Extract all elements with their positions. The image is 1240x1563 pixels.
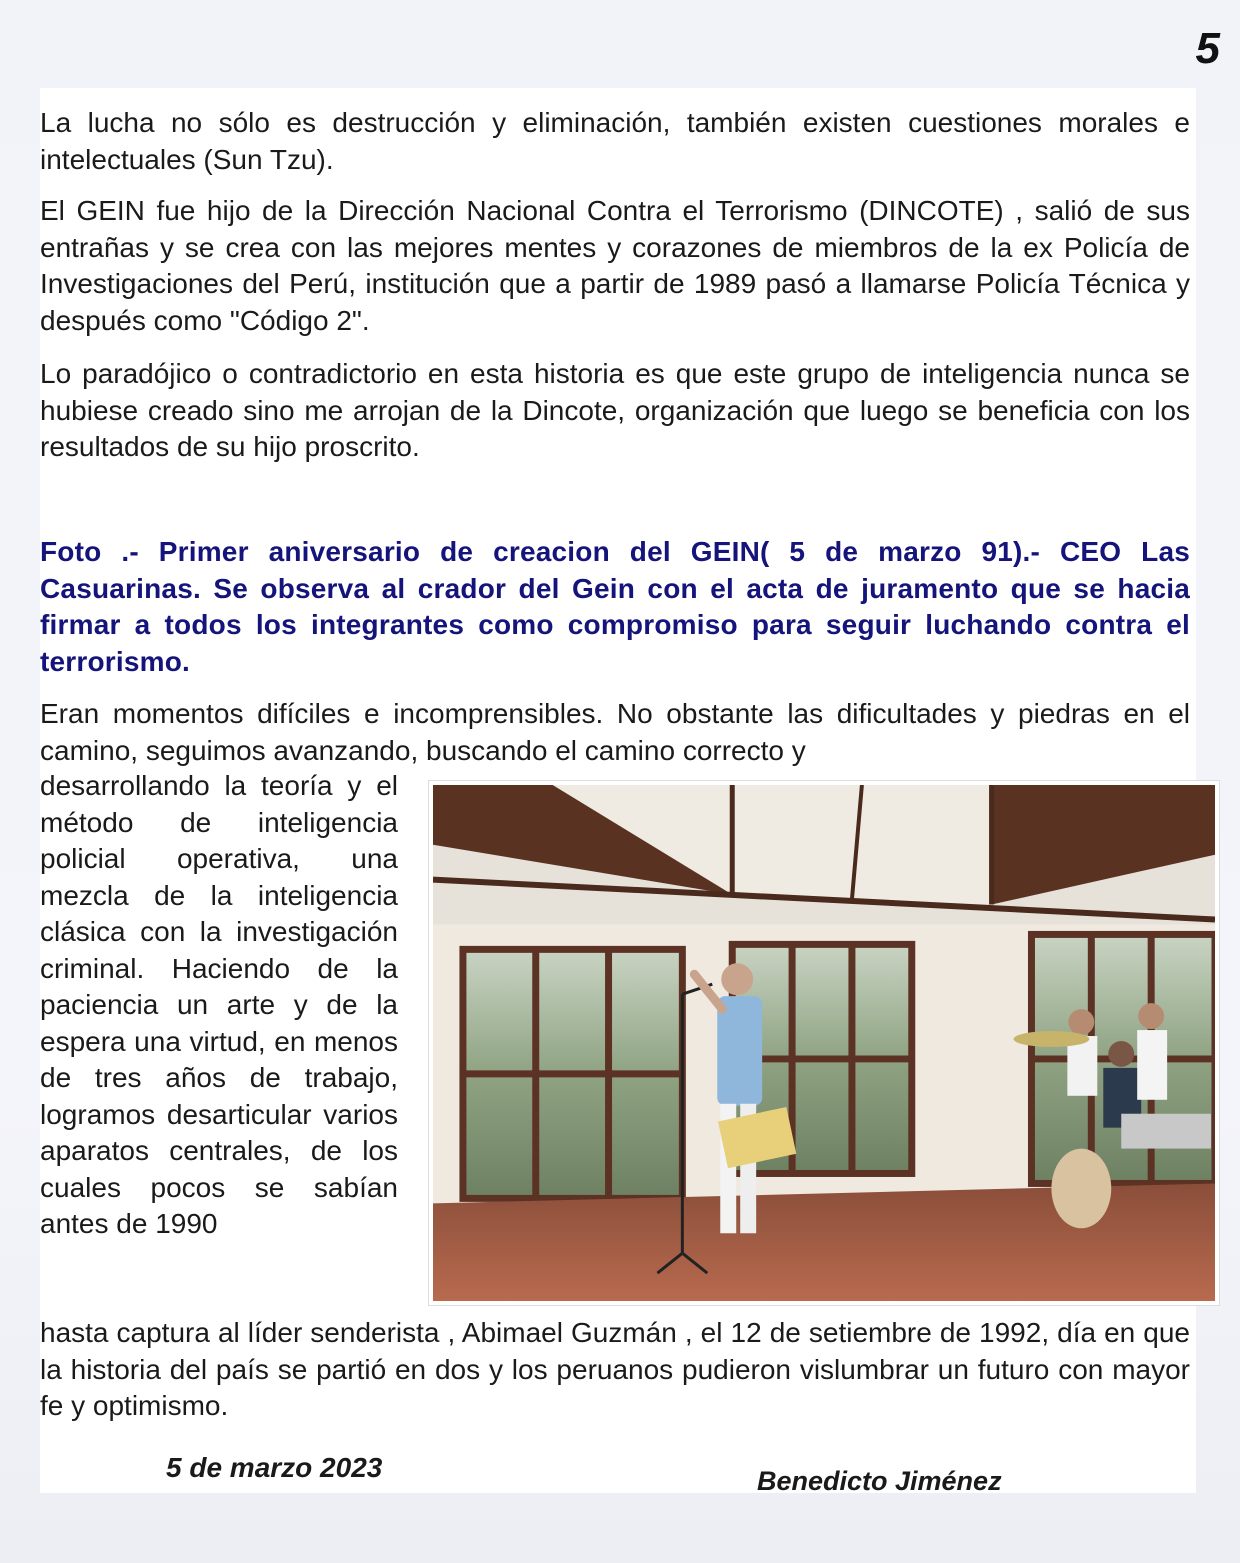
paragraph-sun-tzu: La lucha no sólo es destrucción y eliminación, también existen cuestiones morales e intelectuales (Sun Tzu). [40, 107, 1190, 175]
paragraph-difficult-moments: Eran momentos difíciles e incomprensibles. No obstante las dificultades y piedras en el camino, seguimos avanzando, buscando el camino correcto y [40, 698, 1190, 766]
paragraph-gein-origin: El GEIN fue hijo de la Dirección Nacional Contra el Terrorismo (DINCOTE) , salió de sus entrañas y se crea con las mejores mentes y corazones de miembros de la ex Policía de Investigaciones del Perú, institución que a partir de 1989 pasó a llamarse Policía Técnica y después como "Código 2". [40, 195, 1190, 336]
paragraph-capture: hasta captura al líder senderista , Abimael Guzmán , el 12 de setiembre de 1992, día en que la historia del país se partió en dos y los peruanos pudieron vislumbrar un futuro con mayor fe y optimismo. [40, 1317, 1190, 1421]
anniversary-photo-illustration [433, 785, 1215, 1301]
anniversary-photo [428, 780, 1220, 1306]
photo-caption: Foto .- Primer aniversario de creacion del GEIN( 5 de marzo 91).- CEO Las Casuarinas. Se observa al crador del Gein con el acta de juramento que se hacia firmar a todos los integrantes como compromiso para seguir luchando contra el terrorismo. [40, 536, 1190, 677]
paragraph-method-column: desarrollando la teoría y el método de inteligencia policial operativa, una mezcla de la inteligencia clásica con la investigación criminal. Haciendo de la paciencia un arte y de la espera una virtud, en menos de tres años de trabajo, logramos desarticular varios aparatos centrales, de los cuales pocos se sabían antes de 1990 [40, 770, 398, 1239]
footer-author: Benedicto Jiménez [757, 1466, 1002, 1496]
footer-date: 5 de marzo 2023 [166, 1452, 383, 1483]
paragraph-paradox: Lo paradójico o contradictorio en esta historia es que este grupo de inteligencia nunca se hubiese creado sino me arrojan de la Dincote, organización que luego se beneficia con los resultados de su hijo proscrito. [40, 358, 1190, 462]
page-number: 5 [1195, 24, 1220, 73]
